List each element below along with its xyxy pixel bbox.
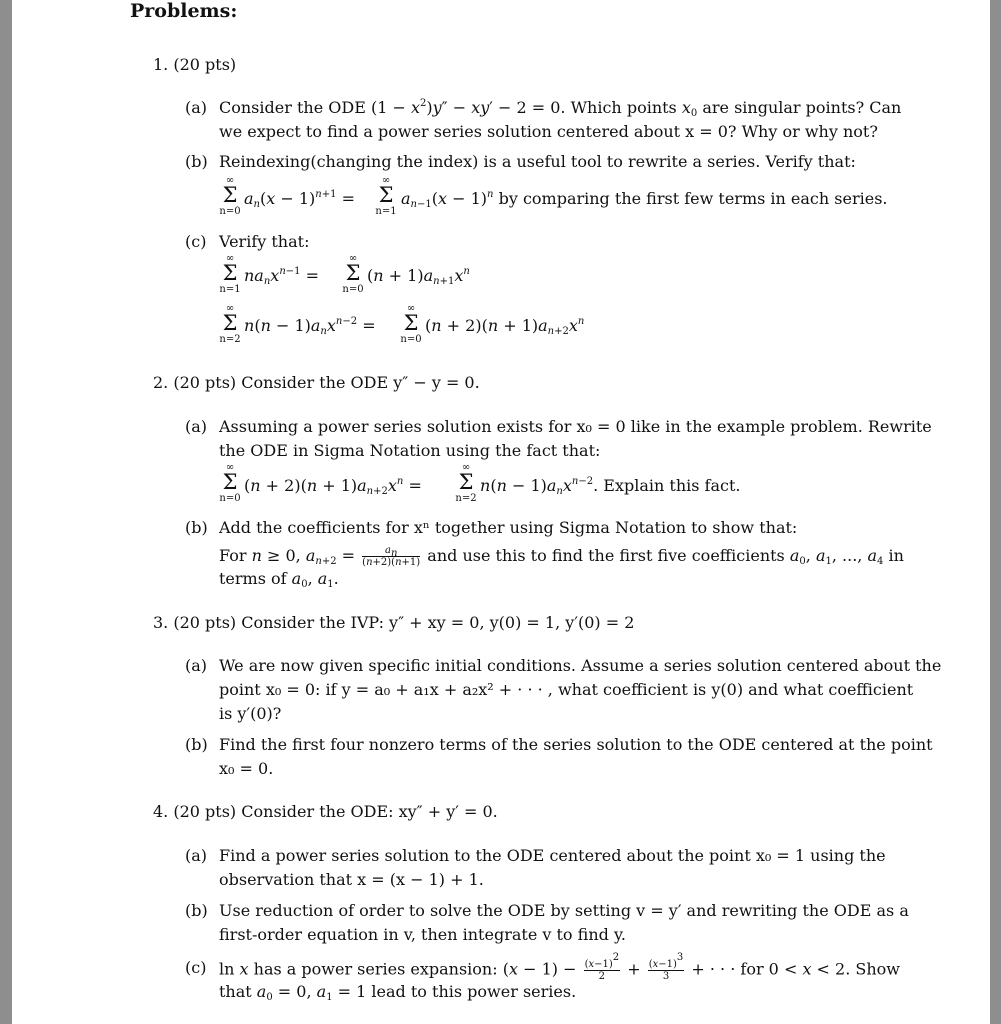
summation-sign: ∞ Σ n=0 bbox=[400, 303, 422, 345]
part-label: (c) bbox=[185, 958, 207, 977]
problem-text-line: terms of $a_0$, $a_1$. bbox=[219, 569, 339, 590]
problem-text-line: we expect to find a power series solution centered about x = 0? Why or why not? bbox=[219, 122, 878, 141]
page-title: Problems: bbox=[130, 0, 238, 22]
equation: $a_n(x - 1)^{n+1}$ = bbox=[244, 189, 355, 210]
fraction: $\frac{(x-1)^3}{3}$ bbox=[648, 952, 684, 982]
problem-text-line: Find the first four nonzero terms of the series solution to the ODE centered at the point bbox=[219, 735, 933, 754]
problem-text-line: x₀ = 0. bbox=[219, 759, 274, 778]
part-label: (a) bbox=[185, 846, 208, 865]
problem-statement: Consider the ODE: xy″ + y′ = 0. bbox=[241, 802, 498, 821]
problem-text-line: Use reduction of order to solve the ODE by setting v = y′ and rewriting the ODE as a bbox=[219, 901, 909, 920]
problem-points: (20 pts) bbox=[173, 613, 237, 632]
part-label: (b) bbox=[185, 518, 208, 537]
problem-text-line: Consider the ODE $(1 - x^2)y'' - xy' - 2 = 0$. Which points $x_0$ are singular points? Can bbox=[219, 98, 902, 119]
equation: $(n + 1)a_{n+1}x^n$ bbox=[367, 266, 470, 287]
problem-1-header bbox=[153, 55, 236, 75]
problem-statement: Consider the ODE y″ − y = 0. bbox=[241, 373, 480, 392]
part-label: (b) bbox=[185, 901, 208, 920]
summation-sign: ∞ Σ n=2 bbox=[219, 303, 241, 345]
fraction: $\frac{(x-1)^2}{2}$ bbox=[584, 952, 620, 982]
equation: ln x has a power series expansion: (x − 1) − $\frac{(x-1)^2}{2}$ + $\frac{(x-1)^3}{3}$ + · · · for 0 < x < 2. Show bbox=[219, 952, 900, 982]
problem-number: 2. bbox=[153, 373, 169, 392]
problem-3-header bbox=[153, 613, 634, 633]
problem-text-line: observation that x = (x − 1) + 1. bbox=[219, 870, 484, 889]
part-label: (a) bbox=[185, 98, 208, 117]
problem-2-header bbox=[153, 373, 480, 393]
problem-points: (20 pts) bbox=[173, 55, 237, 74]
summation-sign: ∞ Σ n=0 bbox=[219, 175, 241, 217]
part-label: (a) bbox=[185, 656, 208, 675]
equation: $n(n - 1)a_nx^{n-2}$. Explain this fact. bbox=[480, 476, 741, 497]
equation: $(n + 2)(n + 1)a_{n+2}x^n$ bbox=[425, 316, 585, 337]
problem-number: 4. bbox=[153, 802, 169, 821]
problem-text-line: Find a power series solution to the ODE centered about the point x₀ = 1 using the bbox=[219, 846, 886, 865]
problem-points: (20 pts) bbox=[173, 373, 237, 392]
equation: $n(n - 1)a_nx^{n-2}$ = bbox=[244, 316, 376, 337]
problem-points: (20 pts) bbox=[173, 802, 237, 821]
equation: $(n + 2)(n + 1)a_{n+2}x^n$ = bbox=[244, 476, 422, 497]
problem-text-line: that $a_0 = 0$, $a_1 = 1$ lead to this power series. bbox=[219, 982, 577, 1003]
equation: $na_nx^{n-1}$ = bbox=[244, 266, 320, 287]
summation-sign: ∞ Σ n=2 bbox=[455, 462, 477, 504]
document-page bbox=[12, 0, 990, 1024]
part-label: (b) bbox=[185, 735, 208, 754]
problem-number: 1. bbox=[153, 55, 169, 74]
equation: $a_{n-1}(x - 1)^n$ by comparing the first few terms in each series. bbox=[401, 189, 888, 210]
summation-sign: ∞ Σ n=1 bbox=[375, 175, 397, 217]
problem-text-line: point x₀ = 0: if y = a₀ + a₁x + a₂x² + · · · , what coefficient is y(0) and what coefficient bbox=[219, 680, 914, 699]
problem-text-line: the ODE in Sigma Notation using the fact that: bbox=[219, 441, 601, 460]
problem-text-line: Add the coefficients for xⁿ together using Sigma Notation to show that: bbox=[219, 518, 798, 537]
summation-sign: ∞ Σ n=0 bbox=[219, 462, 241, 504]
problem-text-line: first-order equation in v, then integrate v to find y. bbox=[219, 925, 626, 944]
part-label: (c) bbox=[185, 232, 207, 251]
problem-text-line: Verify that: bbox=[219, 232, 310, 251]
summation-sign: ∞ Σ n=1 bbox=[219, 253, 241, 295]
fraction: $\frac{a_n}{(n+2)(n+1)}$ bbox=[362, 545, 421, 568]
problem-number: 3. bbox=[153, 613, 169, 632]
problem-text-line: Assuming a power series solution exists for x₀ = 0 like in the example problem. Rewrite bbox=[219, 417, 932, 436]
problem-statement: Consider the IVP: y″ + xy = 0, y(0) = 1, y′(0) = 2 bbox=[241, 613, 635, 632]
problem-text-line: Reindexing(changing the index) is a useful tool to rewrite a series. Verify that: bbox=[219, 152, 856, 171]
problem-text-line: is y′(0)? bbox=[219, 704, 282, 723]
part-label: (a) bbox=[185, 417, 208, 436]
problem-4-header bbox=[153, 802, 498, 822]
equation: For n ≥ 0, $a_{n+2}$ = $\frac{a_n}{(n+2)(n+1)}$ and use this to find the first five coefficients $a_0$, $a_1$, ..., $a_4$ in bbox=[219, 545, 904, 568]
summation-sign: ∞ Σ n=0 bbox=[342, 253, 364, 295]
part-label: (b) bbox=[185, 152, 208, 171]
problem-text-line: We are now given specific initial conditions. Assume a series solution centered about the bbox=[219, 656, 942, 675]
